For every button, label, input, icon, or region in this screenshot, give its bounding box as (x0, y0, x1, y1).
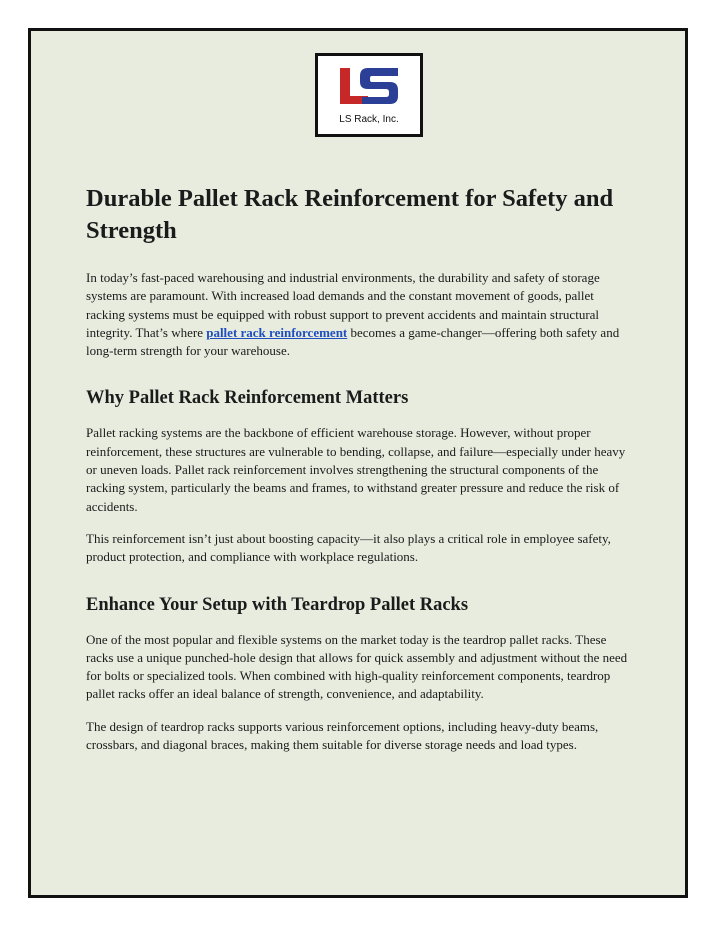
section-heading-why: Why Pallet Rack Reinforcement Matters (86, 388, 409, 409)
paragraph: Pallet racking systems are the backbone of efficient warehouse storage. However, without proper reinforcement, these structures are vulnerable to bending, collapse, and failure—especially under heavy or uneven loads. Pallet rack reinforcement involves strengthening the structural components of the racking system, particularly the beams and frames, to withstand greater pressure and reduce the risk of accidents. (86, 425, 626, 514)
paragraph: The design of teardrop racks supports various reinforcement options, including heavy-duty beams, crossbars, and diagonal braces, making them suitable for diverse storage needs and load types. (86, 718, 599, 753)
company-logo (315, 53, 423, 137)
intro-text-after: becomes a game-changer—offering both safety and long-term strength for your warehouse. (86, 324, 620, 359)
paragraph: One of the most popular and flexible systems on the market today is the teardrop pallet racks. These racks use a unique punched-hole design that allows for quick assembly and adjustment without the need for bolts or specialized tools. When combined with high-quality reinforcement components, teardrop pallet racks offer an ideal balance of strength, convenience, and adaptability. (86, 631, 628, 702)
intro-paragraph (86, 269, 636, 360)
paragraph: This reinforcement isn’t just about boosting capacity—it also plays a critical role in employee safety, product protection, and compliance with workplace regulations. (86, 530, 611, 565)
section-spacer (86, 374, 636, 386)
article-title: Durable Pallet Rack Reinforcement for Safety and Strength (86, 185, 614, 244)
article-content (86, 183, 636, 768)
logo-caption: LS Rack, Inc. (339, 114, 399, 125)
pallet-rack-reinforcement-link[interactable]: pallet rack reinforcement (206, 324, 348, 340)
intro-text-before: In today’s fast-paced warehousing and industrial environments, the durability and safety of storage systems are paramount. With increased load demands and the constant movement of goods, pallet racking systems must be equipped with robust support to prevent accidents and maintain structural integrity. That’s where (86, 270, 600, 340)
document-page (28, 28, 688, 898)
section-spacer (86, 581, 636, 593)
ls-logo-icon (338, 66, 400, 106)
section-heading-teardrop: Enhance Your Setup with Teardrop Pallet Racks (86, 594, 469, 615)
